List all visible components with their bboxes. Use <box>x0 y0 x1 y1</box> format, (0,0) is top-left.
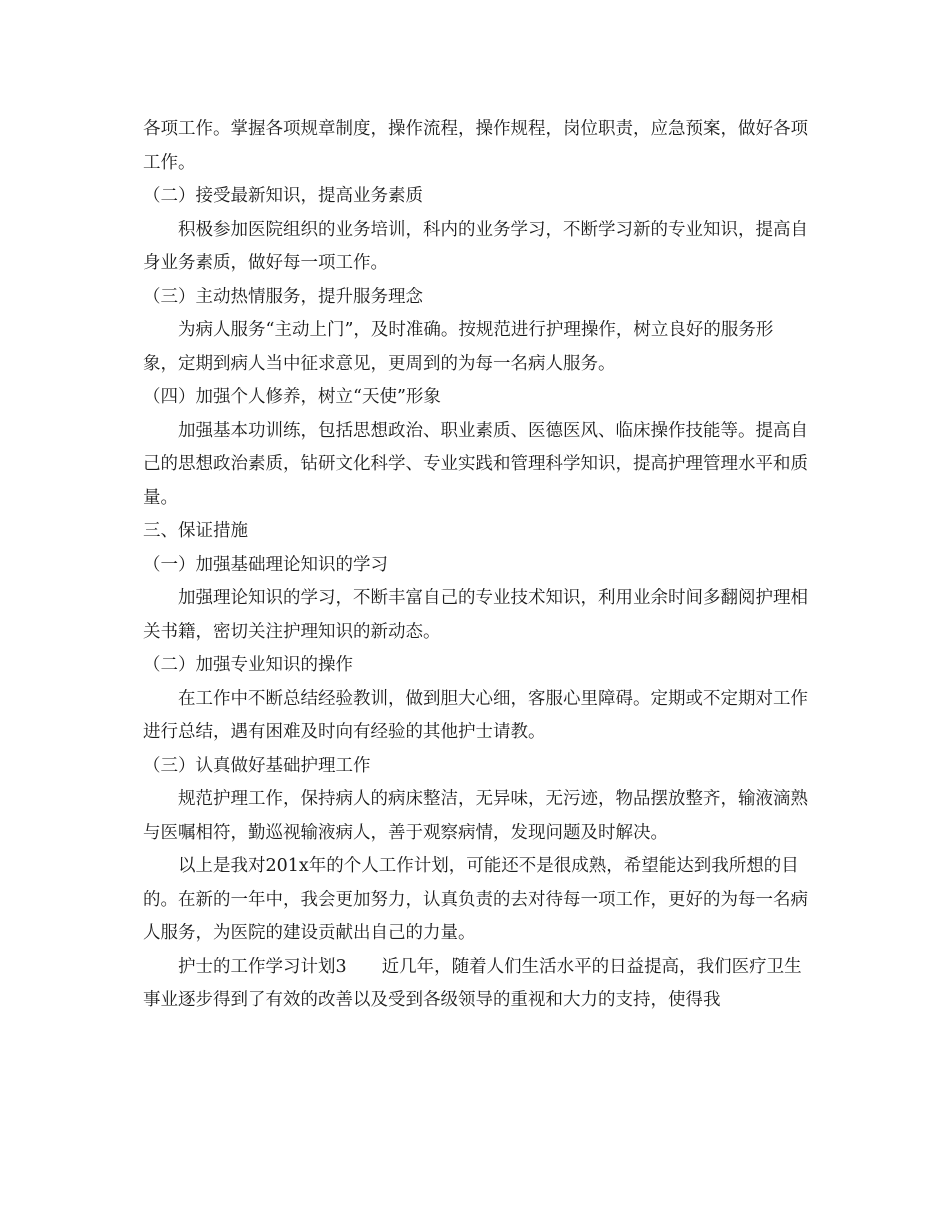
paragraph-plan-3-intro: 护士的工作学习计划3 近几年，随着人们生活水平的日益提高，我们医疗卫生事业逐步得到了有效的改善以及受到各级领导的重视和大力的支持，使得我 <box>143 956 802 1010</box>
subheading-2-practice: （二）加强专业知识的操作 <box>143 655 353 675</box>
paragraph-training: 积极参加医院组织的业务培训，科内的业务学习，不断学习新的专业知识，提高自身业务素质，做好每一项工作。 <box>143 219 808 273</box>
section-heading-measures: 三、保证措施 <box>143 521 248 541</box>
paragraph-basic-training: 加强基本功训练，包括思想政治、职业素质、医德医风、临床操作技能等。提高自己的思想政治素质，钻研文化科学、专业实践和管理科学知识，提高护理管理水平和质量。 <box>143 420 808 508</box>
paragraph-continuation: 各项工作。掌握各项规章制度，操作流程，操作规程，岗位职责，应急预案，做好各项工作。 <box>143 119 808 173</box>
subheading-2-learn-knowledge: （二）接受最新知识，提高业务素质 <box>143 186 423 206</box>
paragraph-theory: 加强理论知识的学习，不断丰富自己的专业技术知识，利用业余时间多翻阅护理相关书籍，密切关注护理知识的新动态。 <box>143 588 808 642</box>
subheading-3-service: （三）主动热情服务，提升服务理念 <box>143 286 423 307</box>
document-body <box>143 113 808 1018</box>
paragraph-practice: 在工作中不断总结经验教训，做到胆大心细，客服心里障碍。定期或不定期对工作进行总结，遇有困难及时向有经验的其他护士请教。 <box>143 688 808 742</box>
subheading-4-self-cultivation: （四）加强个人修养，树立“天使”形象 <box>143 387 441 407</box>
paragraph-conclusion: 以上是我对201x年的个人工作计划，可能还不是很成熟，希望能达到我所想的目的。在新的一年中，我会更加努力，认真负责的去对待每一项工作，更好的为每一名病人服务，为医院的建设贡献出自己的力量。 <box>143 856 808 943</box>
paragraph-service: 为病人服务“主动上门”，及时准确。按规范进行护理操作，树立良好的服务形象，定期到病人当中征求意见，更周到的为每一名病人服务。 <box>143 320 774 374</box>
subheading-1-theory: （一）加强基础理论知识的学习 <box>143 554 388 575</box>
paragraph-basic-nursing: 规范护理工作，保持病人的病床整洁，无异味，无污迹，物品摆放整齐，输液滴熟与医嘱相符，勤巡视输液病人，善于观察病情，发现问题及时解决。 <box>143 789 808 843</box>
subheading-3-basic-nursing: （三）认真做好基础护理工作 <box>143 755 371 776</box>
